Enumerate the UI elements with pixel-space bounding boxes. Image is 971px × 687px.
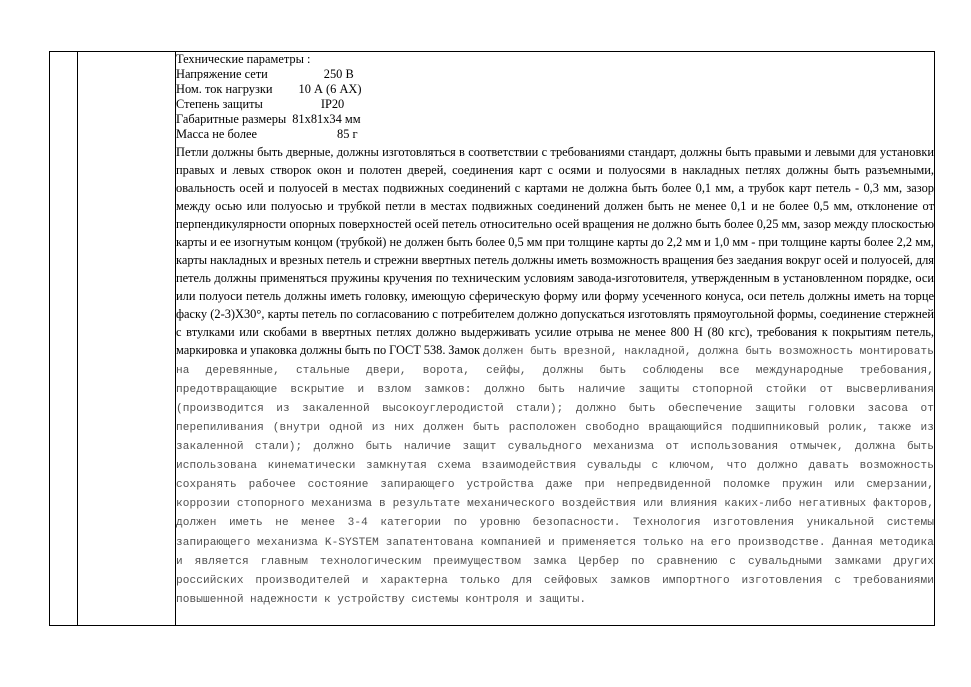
param-value: IP20 [320,97,345,112]
param-value: 81x81x34 мм [292,112,361,127]
table-row [50,52,935,626]
tech-params [176,52,934,143]
param-value: 10 А (6 АХ) [298,82,362,97]
param-row [176,112,934,127]
param-name: Напряжение сети [176,67,268,82]
param-name: Габаритные размеры [176,112,287,127]
param-name: Степень защиты [176,97,263,112]
hinges-text: Петли должны быть дверные, должны изготовляться в соответствии с требованиями стандарт, должны быть правыми и левыми для установки правых и левых створок окон и полотен дверей, соединения карт с осями и полуосями в накладных петлях должны быть разъемными, овальность осей и полуосей в местах подвижных соединений с картами не должна быть более 0,1 мм, а трубок карт петель - 0,3 мм, зазор между осью или полуосью и трубкой петли в местах подвижных соединений должен быть не менее 0,1 и не более 0,5 мм, отклонение от перпендикулярности опорных поверхностей осей петель относительно осей вращения не должно быть более 0,25 мм, зазор между плоскостью карты и ее изогнутым концом (трубкой) не должен быть более 0,5 мм при толщине карты до 2,2 мм и 1,0 мм - при толщине карты более 2,2 мм, карты накладных и врезных петель и стрежни ввертных петель должны иметь возможность вращения без заедания вокруг осей и полуосей, для петель должны применяться пружины кручения по техническим условиям завода-изготовителя, утвержденным в установленном порядке, оси или полуоси петель должны иметь головку, имеющую сферическую форму или форму усеченного конуса, оси петель должны иметь на торце фаску (2-3)Х30°, карты петель по согласованию с потребителем должно допускаться изготовлять прямоугольной формы, соединение стержней с втулками или скобами в ввертных петлях должно выдерживать усилие отрыва не менее 800 Н (80 кгс), требования к покрытиям петель, маркировка и упаковка должны быть по ГОСТ 538. [176,144,934,357]
param-name: Ном. ток нагрузки [176,82,273,97]
param-row [176,67,934,82]
param-value: 250 В [323,67,354,82]
spec-table [49,51,935,626]
requirements-paragraph [176,143,934,608]
number-cell [50,52,78,626]
tech-params-heading: Технические параметры : [176,52,311,66]
param-value: 85 г [337,127,358,142]
lock-word: Замок [445,342,483,357]
param-name: Масса не более [176,127,258,142]
param-row [176,82,934,97]
param-row [176,97,934,112]
name-cell [78,52,176,626]
lock-text: должен быть врезной, накладной, должна быть возможность монтировать на деревянные, стальные двери, ворота, сейфы, должны быть соблюдены все международные требования, предотвращающие вскрытие и взлом замков: должно быть наличие защиты стопорной стойки от высверливания (производится из закаленной высокоуглеродистой стали); должно быть обеспечение защиты головки засова от перепиливания (внутри одной из них должен быть расположен свободно вращающийся подшипниковый ролик, также из закаленной стали); должно быть наличие защит сувальдного механизма от использования отмычек, должна быть использована кинематически замкнутая схема взаимодействия сувальды с ключом, что должно давать возможность сохранять рабочее состояние запирающего устройства даже при непредвиденной поломке пружин или смерзании, коррозии стопорного механизма в результате механического воздействия или влияния каких-либо негативных факторов, должен иметь не менее 3-4 категории по уровню безопасности. Технология изготовления уникальной системы запирающего механизма K-SYSTEM запатентована компанией и применяется только на его производстве. Данная методика и является главным технологическим преимуществом замка Цербер по сравнению с сувальдными замками других российских производителей и характерна только для сейфовых замков импортного изготовления с требованиями повышенной надежности к устройству системы контроля и защиты. [176,345,934,606]
param-row [176,127,934,142]
description-cell [176,52,935,626]
